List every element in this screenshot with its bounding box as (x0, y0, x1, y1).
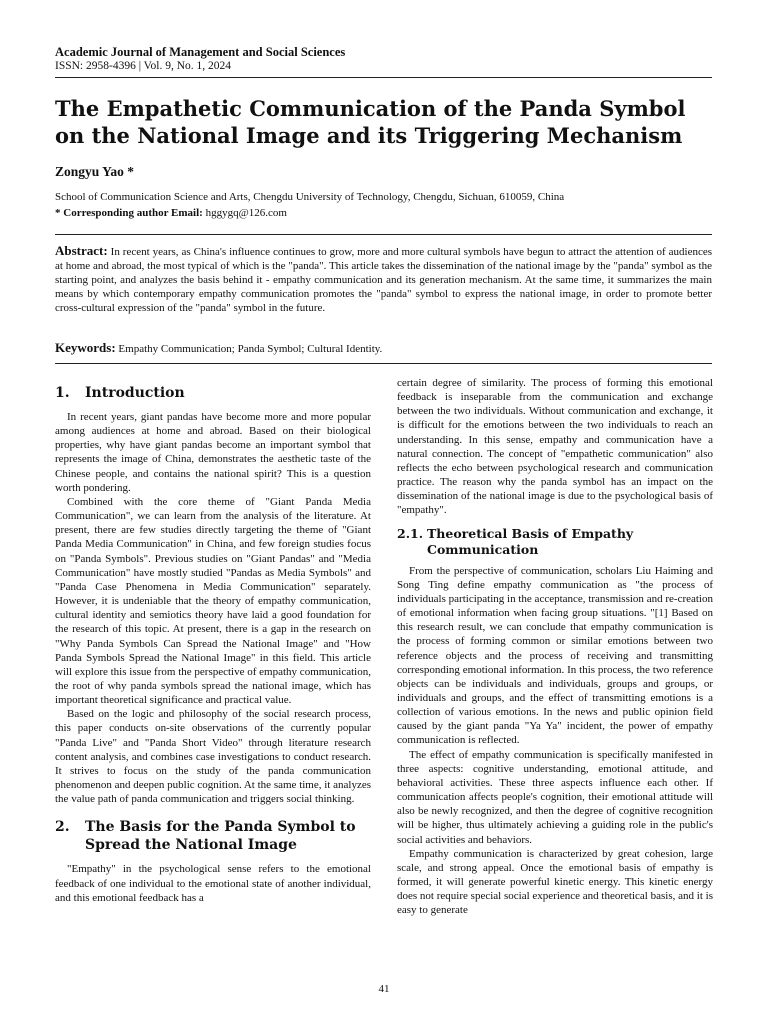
corresponding-author (55, 207, 287, 219)
paragraph: The effect of empathy communication is specifically manifested in three aspects: cognitive understanding, emotional attitude, and behavioral activities. These three aspects influence each other. If communication affects people's cognition, their emotional attitude will also be newly recognized, and then the degree of cognitive recognition will be higher, thus ultimately achieving a guiding role in the public's social activities and behaviors. (397, 748, 713, 846)
corresponding-email: hggygq@126.com (205, 207, 287, 219)
paragraph: Empathy communication is characterized by great cohesion, large scale, and strong appeal. Once the emotional basis of empathy is formed, it will generate powerful kinetic energy. This kinetic energy does not require special social experience and theoretical basis, and it is easy to generate (397, 847, 713, 917)
section-number: 1. (55, 385, 70, 401)
paragraph: From the perspective of communication, scholars Liu Haiming and Song Ting define empathy communication as "the process of individuals participating in the acceptance, transmission and re-creation of emotional information when facing group situations. "[1] Based on this research result, we can conclude that empathy communication is the process of forming common or similar emotions between two reference objects and the process of receiving and transmitting corresponding emotional information. In this process, the two reference objects can be individuals and individuals, groups and groups, or individuals and groups, and the effect of transmitting emotions is a collection of various emotions. In the news and public opinion field caused by the giant panda "Ya Ya" incident, the power of empathy communication is reflected. (397, 564, 713, 747)
subsection-number: 2.1. (397, 525, 424, 541)
paragraph: "Empathy" in the psychological sense refers to the emotional feedback of one individual to the emotional state of another individual, and this emotional feedback has a (55, 863, 371, 904)
corresponding-label: * Corresponding author Email: (55, 207, 203, 219)
paragraph: In recent years, giant pandas have become more and more popular among audiences at home and abroad. Based on their biological properties, why have giant pandas become an important symbol that represents the image of China, demonstrates the aesthetic taste of the Chinese people, and contains the national spirit? This is a question worth pondering. (55, 411, 371, 494)
left-column (55, 376, 371, 905)
section-title: The Basis for the Panda Symbol to Spread the National Image (85, 819, 356, 854)
keywords-label: Keywords: (55, 340, 116, 355)
keywords-text: Empathy Communication; Panda Symbol; Cultural Identity. (118, 343, 383, 355)
section-heading-introduction (55, 384, 371, 402)
section-number: 2. (55, 819, 70, 836)
journal-issn: ISSN: 2958-4396 | Vol. 9, No. 1, 2024 (55, 60, 231, 72)
abstract-top-divider (55, 234, 712, 235)
paragraph: Based on the logic and philosophy of the social research process, this paper conducts on-site observations of the currently popular "Panda Live" and "Panda Short Video" through literature research content analysis, and combines case investigations to conduct research. It strives to focus on the study of the panda communication phenomenon and deepen public cognition. At the same time, it analyzes the value path of panda communication and triggers social thinking. (55, 708, 371, 806)
subsection-title: Theoretical Basis of Empathy Communication (427, 525, 634, 557)
journal-name: Academic Journal of Management and Social Sciences (55, 45, 346, 59)
author-affiliation: School of Communication Science and Arts, Chengdu University of Technology, Chengdu, Sichuan, 610059, China (55, 191, 565, 203)
article-title: The Empathetic Communication of the Panda Symbol on the National Image and its Triggering Mechanism (55, 96, 686, 148)
right-column (397, 376, 713, 917)
author-name: Zongyu Yao * (55, 164, 135, 179)
abstract-bottom-divider (55, 363, 712, 364)
keywords (55, 340, 382, 356)
section-heading-basis (55, 818, 371, 854)
paragraph: Combined with the core theme of "Giant Panda Media Communication", we can learn from the analysis of the literature. At present, there are few studies directly targeting the theme of "Giant Panda Media Communication" in China, and few foreign studies focus on "Panda Symbols". Previous studies on "Giant Pandas" and "Media Communication" have mostly studied "Pandas as Media Symbols" and "Panda Case Phenomena in Media Communication" separately. However, it is undeniable that the theory of empathy communication, cultural identity and semiotics theory have laid a good foundation for the research of this topic. At present, there is a gap in the research on "Why Panda Symbols Can Spread the National Image" and "How Panda Symbols Spread the National Image" in this field. This article will explore this issue from the perspective of empathy communication, the root of why panda symbols spread the national image, which has important theoretical significance and practical value. (55, 495, 371, 707)
header-divider (55, 77, 712, 78)
page-number: 41 (378, 983, 390, 995)
subsection-heading-theoretical-basis (397, 526, 713, 558)
section-title: Introduction (85, 385, 185, 401)
abstract-text: In recent years, as China's influence continues to grow, more and more cultural symbols have begun to attract the attention of audiences at home and abroad, the most typical of which is the "panda". This article takes the dissemination of the national image by the "panda" symbol as the starting point, and analyzes the basis behind it - empathy communication and its generation mechanism. At the same time, it summarizes the main means by which contemporary empathy communication promotes the "panda" symbol to express the national image, in order to promote better cross-cultural expression of the "panda" symbol in the future. (55, 246, 713, 315)
abstract-label: Abstract: (55, 243, 108, 258)
abstract (55, 244, 712, 315)
paragraph-continuation: certain degree of similarity. The process of forming this emotional feedback is inseparable from the communication and exchange between the two individuals. Without communication and exchange, it is difficult for the emotions between the two individuals to reach an understanding. In this sense, empathy and communication have a natural connection. The concept of "empathetic communication" also reflects the echo between psychological research and communication practice. The reason why the panda symbol has an impact on the dissemination of the national image is due to the psychological basis of "empathy". (397, 377, 713, 517)
